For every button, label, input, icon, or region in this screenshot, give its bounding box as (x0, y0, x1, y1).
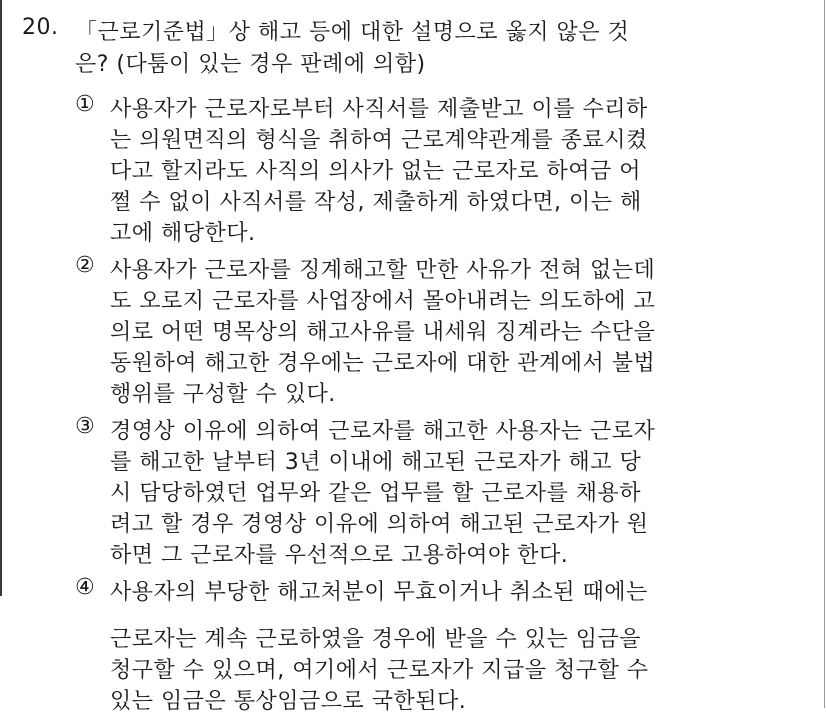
option-text-line: 동원하여 해고한 경우에는 근로자에 대한 관계에서 불법 (110, 351, 656, 376)
option-text-line: 근로자는 계속 근로하였을 경우에 받을 수 있는 임금을 (110, 627, 641, 652)
option-marker: ④ (75, 575, 95, 600)
option-marker: ① (75, 92, 95, 117)
option-text-line: 사용자가 근로자를 징계해고할 만한 사유가 전혀 없는데 (110, 258, 656, 283)
option-text-line: 사용자가 근로자로부터 사직서를 제출받고 이를 수리하 (110, 97, 648, 122)
option-text-line: 고에 해당한다. (110, 221, 256, 246)
question-stem-line: 「근로기준법」상 해고 등에 대한 설명으로 옳지 않은 것 (75, 20, 630, 45)
option-text-line: 쩔 수 없이 사직서를 작성, 제출하게 하였다면, 이는 해 (110, 190, 642, 215)
question-number: 20. (22, 15, 59, 40)
option-text-line: 하면 그 근로자를 우선적으로 고용하여야 한다. (110, 543, 569, 568)
option-text-line: 의로 어떤 명목상의 해고사유를 내세워 징계라는 수단을 (110, 320, 656, 345)
option-text-line: 청구할 수 있으며, 여기에서 근로자가 지급을 청구할 수 (110, 658, 649, 683)
option-text-line: 도 오로지 근로자를 사업장에서 몰아내려는 의도하에 고 (110, 289, 656, 314)
option-text-line: 다고 할지라도 사직의 의사가 없는 근로자로 하여금 어 (110, 159, 641, 184)
right-border-line (824, 0, 825, 708)
option-text-line: 는 의원면직의 형식을 취하여 근로계약관계를 종료시켰 (110, 128, 648, 153)
left-border-line (0, 0, 2, 596)
option-marker: ② (75, 253, 95, 278)
option-marker: ③ (75, 414, 95, 439)
option-text-line: 경영상 이유에 의하여 근로자를 해고한 사용자는 근로자 (110, 419, 656, 444)
option-text-line: 행위를 구성할 수 있다. (110, 382, 336, 407)
question-stem-line: 은? (다툼이 있는 경우 판례에 의함) (75, 52, 426, 77)
option-text-line: 려고 할 경우 경영상 이유에 의하여 해고된 근로자가 원 (110, 512, 649, 537)
option-text-line: 시 담당하였던 업무와 같은 업무를 할 근로자를 채용하 (110, 481, 641, 506)
option-text-line: 를 해고한 날부터 3년 이내에 해고된 근로자가 해고 당 (110, 450, 642, 475)
option-text-line: 있는 임금은 통상임금으로 국한된다. (110, 689, 467, 714)
option-text-line: 사용자의 부당한 해고처분이 무효이거나 취소된 때에는 (110, 580, 648, 605)
